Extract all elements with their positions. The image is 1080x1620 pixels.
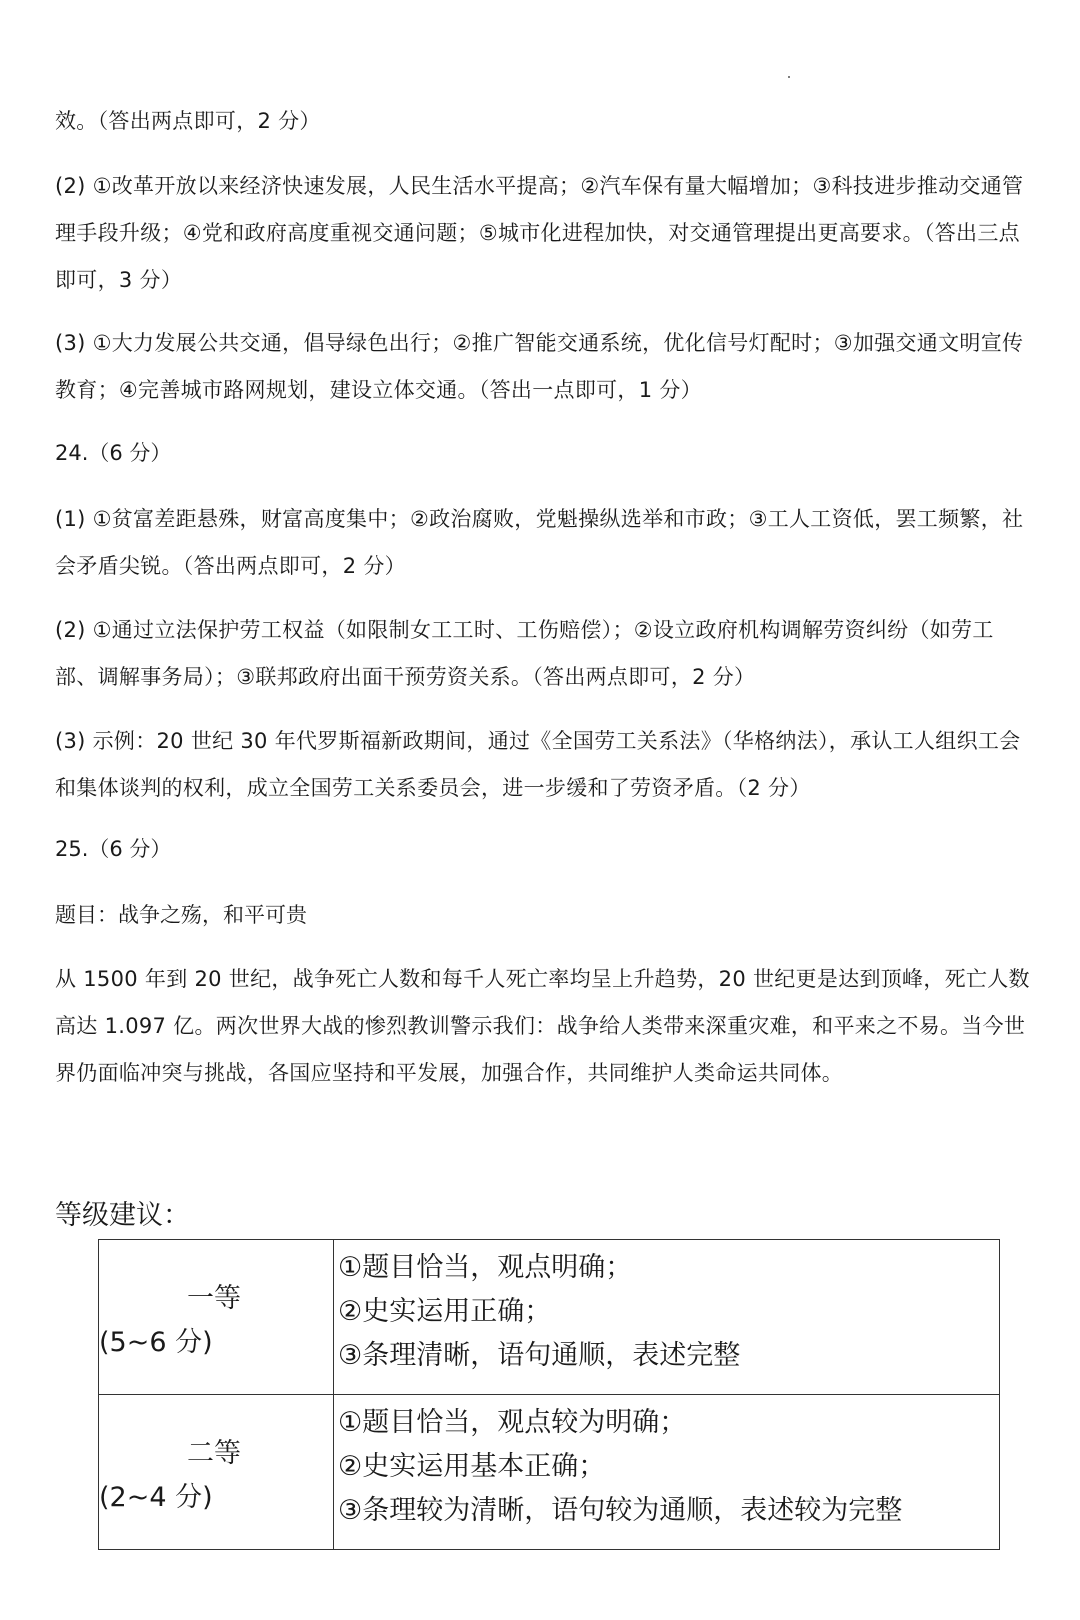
- grade-level-name: 二等: [187, 1438, 241, 1469]
- scan-speck: [788, 76, 790, 78]
- essay-title: 题目：战争之殇，和平可贵: [55, 903, 307, 927]
- criterion: ③条理清晰，语句通顺，表述完整: [338, 1340, 741, 1371]
- grading-title: 等级建议：: [55, 1200, 190, 1231]
- answer-24-3: (3) 示例：20 世纪 30 年代罗斯福新政期间，通过《全国劳工关系法》（华格纳法），承认工人组织工会和集体谈判的权利，成立全国劳工关系委员会，进一步缓和了劳资矛盾。（2 分）: [55, 729, 1021, 800]
- grade-level-name: 一等: [187, 1283, 241, 1314]
- grade-criteria-cell: [334, 1240, 1000, 1395]
- criterion: ②史实运用正确；: [338, 1296, 552, 1327]
- essay-body: 从 1500 年到 20 世纪，战争死亡人数和每千人死亡率均呈上升趋势，20 世纪更是达到顶峰，死亡人数高达 1.097 亿。两次世界大战的惨烈教训警示我们：战争给人类带来深重灾难，和平来之不易。当今世界仍面临冲突与挑战，各国应坚持和平发展，加强合作，共同维护人类命运共同体。: [55, 967, 1030, 1085]
- answer-24-2: (2) ①通过立法保护劳工权益（如限制女工工时、工伤赔偿）；②设立政府机构调解劳资纠纷（如劳工部、调解事务局）；③联邦政府出面干预劳资关系。（答出两点即可，2 分）: [55, 618, 994, 689]
- question-24-heading: 24.（6 分）: [55, 441, 172, 465]
- criterion: ①题目恰当，观点明确；: [338, 1252, 633, 1283]
- grading-table: [98, 1239, 1000, 1550]
- grade-row: [99, 1240, 1000, 1395]
- answer-24-1: (1) ①贫富差距悬殊，财富高度集中；②政治腐败，党魁操纵选举和市政；③工人工资低，罢工频繁，社会矛盾尖锐。（答出两点即可，2 分）: [55, 507, 1024, 578]
- answer-continuation: 效。（答出两点即可，2 分）: [55, 109, 321, 133]
- grade-row: [99, 1395, 1000, 1550]
- grade-score-range: (2~4 分): [99, 1482, 213, 1513]
- criterion: ②史实运用基本正确；: [338, 1451, 606, 1482]
- question-25-heading: 25.（6 分）: [55, 837, 172, 861]
- grade-criteria-cell: [334, 1395, 1000, 1550]
- criterion: ①题目恰当，观点较为明确；: [338, 1407, 687, 1438]
- answer-23-3: (3) ①大力发展公共交通，倡导绿色出行；②推广智能交通系统，优化信号灯配时；③加强交通文明宣传教育；④完善城市路网规划，建设立体交通。（答出一点即可，1 分）: [55, 331, 1024, 402]
- grade-score-range: (5~6 分): [99, 1327, 213, 1358]
- criterion: ③条理较为清晰，语句较为通顺，表述较为完整: [338, 1495, 903, 1526]
- grade-level-cell: [99, 1395, 334, 1550]
- grade-level-cell: [99, 1240, 334, 1395]
- answer-23-2: (2) ①改革开放以来经济快速发展，人民生活水平提高；②汽车保有量大幅增加；③科技进步推动交通管理手段升级；④党和政府高度重视交通问题；⑤城市化进程加快，对交通管理提出更高要求。（答出三点即可，3 分）: [55, 174, 1024, 292]
